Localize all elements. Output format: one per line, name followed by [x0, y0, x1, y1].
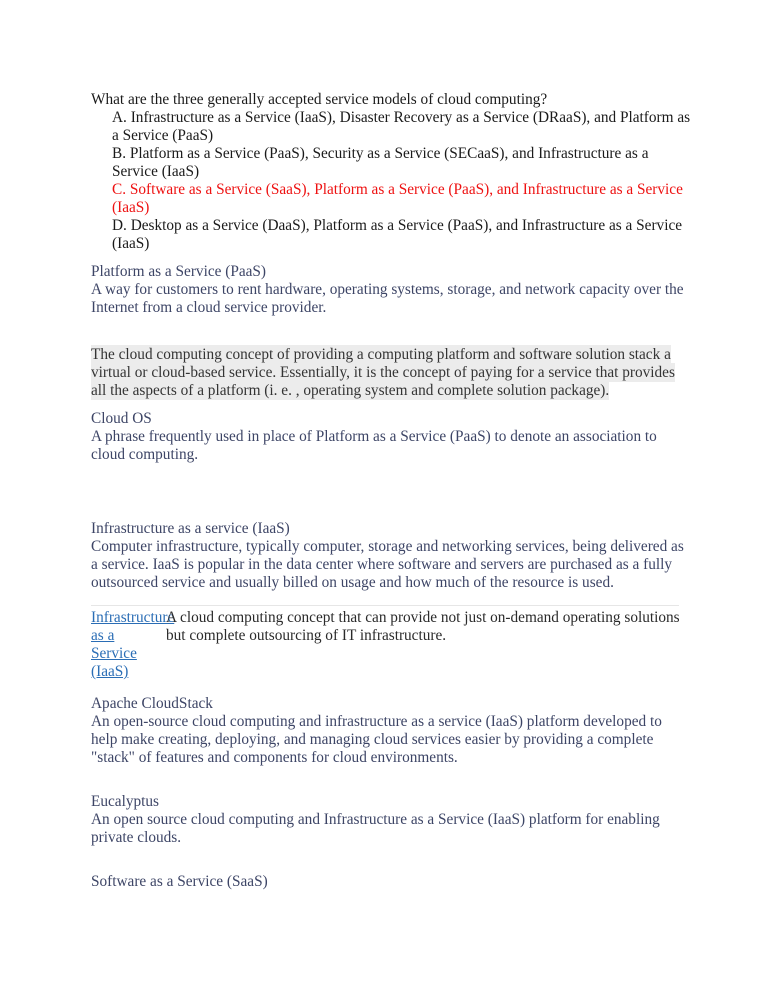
card-definition: An open-source cloud computing and infrastructure as a service (IaaS) platform developed to help make creating, deploying, and managing cloud services easier by providing a complete "stack" of features and components for cloud environments. — [91, 713, 662, 766]
card-term: Eucalyptus — [91, 793, 159, 810]
card-definition: Computer infrastructure, typically computer, storage and networking services, being delivered as a service. IaaS is popular in the data center where software and servers are purchased as a fully outsourced service and usually billed on usage and how much of the resource is used. — [91, 538, 684, 591]
divider — [91, 605, 679, 606]
flashcard-highlighted — [91, 346, 691, 400]
card-term: Apache CloudStack — [91, 695, 213, 712]
card-term: Software as a Service (SaaS) — [91, 873, 268, 890]
flashcard-eucalyptus — [91, 793, 691, 847]
glossary-row-iaas — [91, 609, 691, 681]
card-term: Infrastructure as a service (IaaS) — [91, 520, 290, 537]
flashcard-paas — [91, 263, 691, 317]
quiz-question — [91, 91, 691, 253]
card-definition: An open source cloud computing and Infrastructure as a Service (IaaS) platform for enabling private clouds. — [91, 811, 660, 846]
flashcard-iaas — [91, 520, 691, 592]
option-c-correct: C. Software as a Service (SaaS), Platform as a Service (PaaS), and Infrastructure as a Service (IaaS) — [112, 181, 683, 216]
option-b: B. Platform as a Service (PaaS), Security as a Service (SECaaS), and Infrastructure as a Service (IaaS) — [112, 145, 649, 180]
option-a: A. Infrastructure as a Service (IaaS), Disaster Recovery as a Service (DRaaS), and Platform as a Service (PaaS) — [112, 109, 691, 144]
term-link-iaas[interactable]: Infrastructure as a Service (IaaS) — [91, 609, 175, 680]
flashcard-saas — [91, 873, 691, 891]
option-d: D. Desktop as a Service (DaaS), Platform as a Service (PaaS), and Infrastructure as a Service (IaaS) — [112, 217, 683, 252]
question-text: What are the three generally accepted service models of cloud computing? — [91, 91, 548, 108]
card-definition: A way for customers to rent hardware, operating systems, storage, and network capacity over the Internet from a cloud service provider. — [91, 281, 684, 316]
card-definition: A phrase frequently used in place of Platform as a Service (PaaS) to denote an association to cloud computing. — [91, 428, 657, 463]
card-term: Cloud OS — [91, 410, 152, 427]
card-term: Platform as a Service (PaaS) — [91, 263, 267, 280]
term-definition: A cloud computing concept that can provide not just on-demand operating solutions but complete outsourcing of IT infrastructure. — [166, 609, 680, 644]
highlighted-definition: The cloud computing concept of providing a computing platform and software solution stack a virtual or cloud-based service. Essentially, it is the concept of paying for a service that provides all the aspects of a platform (i. e. , operating system and complete solution package). — [91, 346, 675, 399]
flashcard-cloud-os — [91, 410, 691, 464]
flashcard-apache-cloudstack — [91, 695, 691, 767]
